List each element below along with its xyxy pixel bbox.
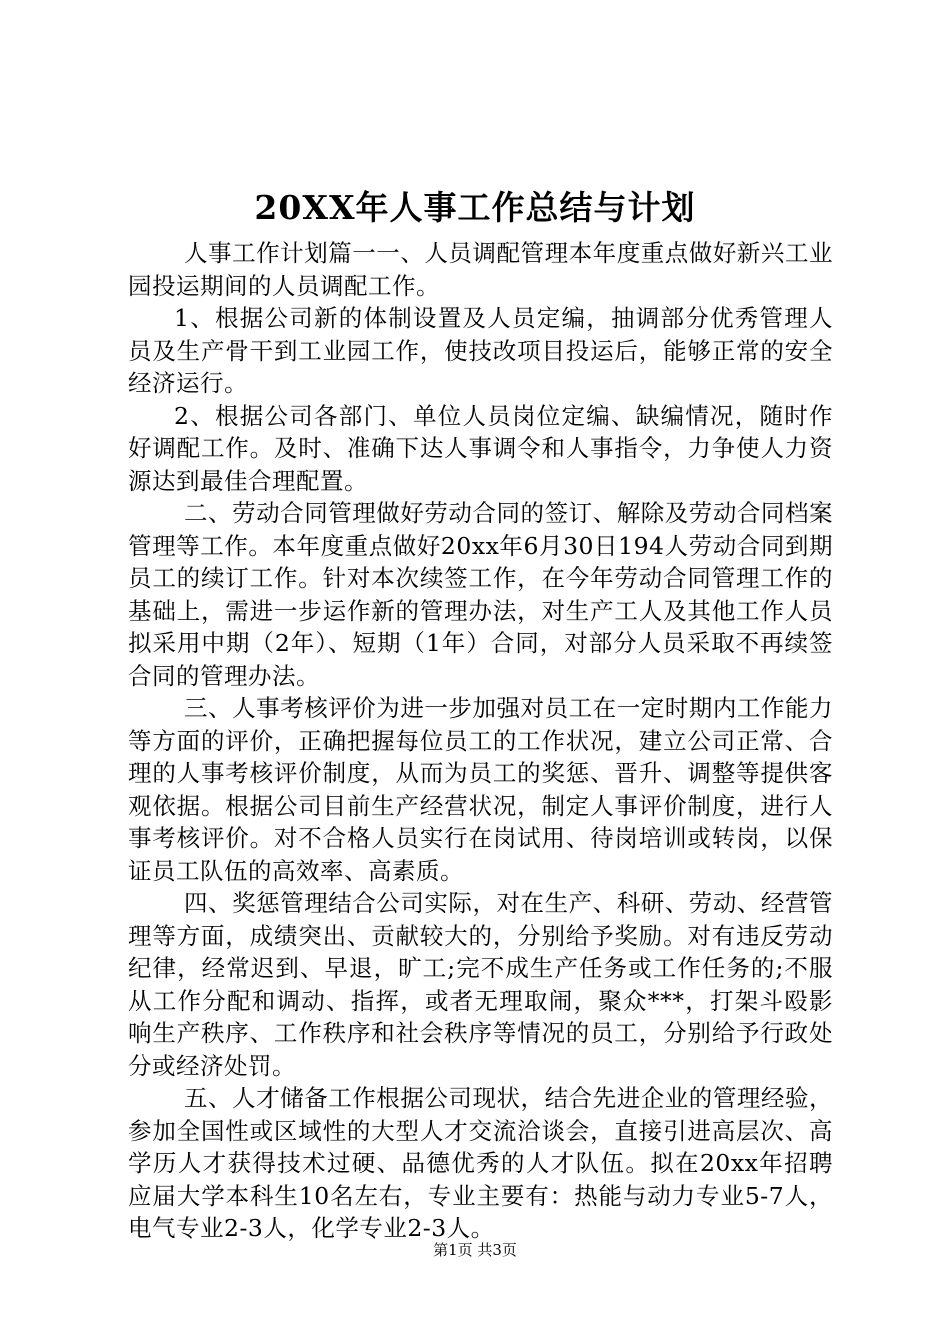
- document-body: [128, 237, 833, 1245]
- paragraph-talent-reserve: 五、人才储备工作根据公司现状，结合先进企业的管理经验，参加全国性或区域性的大型人才交流洽谈会，直接引进高层次、高学历人才获得技术过硬、品德优秀的人才队伍。拟在20xx年招聘应届大学本科生10名左右，专业主要有：热能与动力专业5-7人，电气专业2-3人，化学专业2-3人。: [128, 1084, 833, 1242]
- paragraph-rewards-penalties: 四、奖惩管理结合公司实际，对在生产、科研、劳动、经营管理等方面，成绩突出、贡献较大的，分别给予奖励。对有违反劳动纪律，经常迟到、早退，旷工;完不成生产任务或工作任务的;不服从工作分配和调动、指挥，或者无理取闹，聚众***，打架斗殴影响生产秩序、工作秩序和社会秩序等情况的员工，分别给予行政处分或经济处罚。: [128, 889, 833, 1080]
- paragraph-evaluation: 三、人事考核评价为进一步加强对员工在一定时期内工作能力等方面的评价，正确把握每位员工的工作状况，建立公司正常、合理的人事考核评价制度，从而为员工的奖惩、晋升、调整等提供客观依据。根据公司目前生产经营状况，制定人事评价制度，进行人事考核评价。对不合格人员实行在岗试用、待岗培训或转岗，以保证员工队伍的高效率、高素质。: [128, 694, 833, 885]
- paragraph-staffing: 人事工作计划篇一一、人员调配管理本年度重点做好新兴工业园投运期间的人员调配工作。: [128, 239, 833, 300]
- paragraph-item-1: 1、根据公司新的体制设置及人员定编，抽调部分优秀管理人员及生产骨干到工业园工作，使技改项目投运后，能够正常的安全经济运行。: [128, 304, 833, 397]
- page-footer: 第1页 共3页: [433, 1241, 517, 1259]
- document-title: 20XX年人事工作总结与计划: [254, 188, 696, 227]
- paragraph-item-2: 2、根据公司各部门、单位人员岗位定编、缺编情况，随时作好调配工作。及时、准确下达人事调令和人事指令，力争使人力资源达到最佳合理配置。: [128, 401, 833, 495]
- paragraph-labor-contract: 二、劳动合同管理做好劳动合同的签订、解除及劳动合同档案管理等工作。本年度重点做好20xx年6月30日194人劳动合同到期员工的续订工作。针对本次续签工作，在今年劳动合同管理工作的基础上，需进一步运作新的管理办法，对生产工人及其他工作人员拟采用中期（2年）、短期（1年）合同，对部分人员采取不再续签合同的管理办法。: [128, 499, 833, 690]
